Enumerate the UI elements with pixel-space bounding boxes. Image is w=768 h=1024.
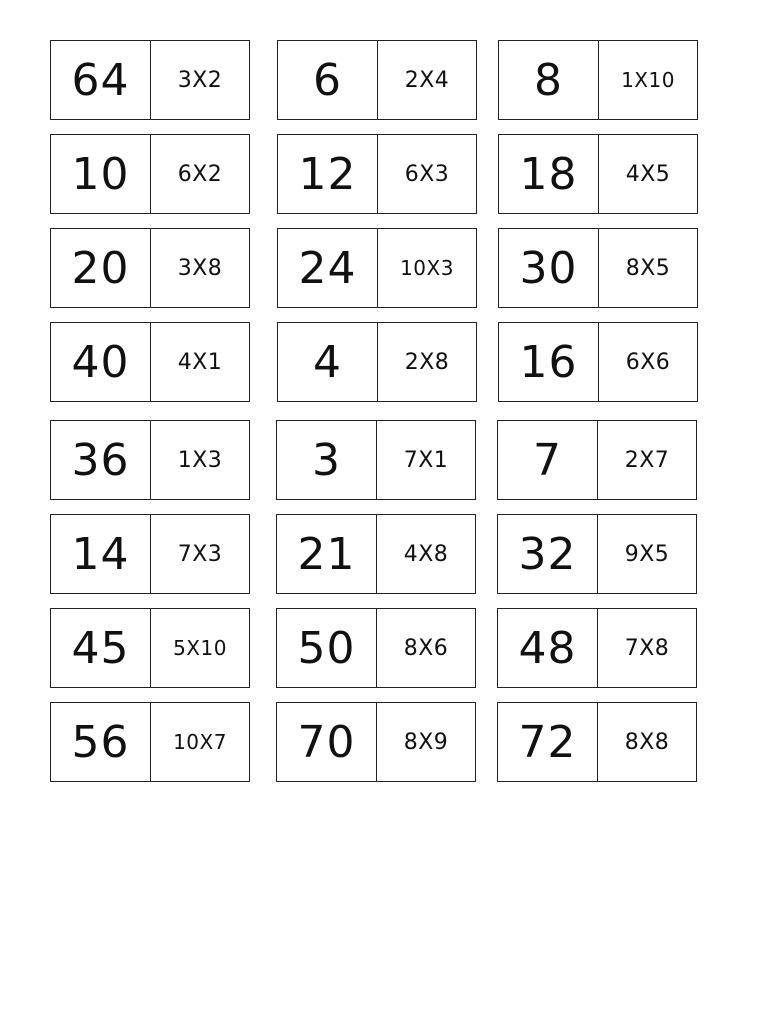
card-expression: 8X6	[403, 635, 449, 661]
card-number: 6	[278, 41, 378, 119]
card-number: 16	[499, 323, 599, 401]
card-number: 45	[51, 609, 151, 687]
card-number: 21	[277, 515, 377, 593]
card-expression: 5X10	[173, 636, 227, 660]
card-expression: 10X3	[400, 256, 454, 280]
domino-card	[497, 702, 697, 782]
card-number: 14	[51, 515, 151, 593]
domino-card	[50, 702, 250, 782]
card-number: 40	[51, 323, 151, 401]
card-number: 12	[278, 135, 378, 213]
card-expression: 8X8	[624, 729, 670, 755]
card-expression: 2X4	[404, 67, 450, 93]
domino-card	[277, 40, 477, 120]
card-expression: 9X5	[624, 541, 670, 567]
domino-card	[50, 40, 250, 120]
domino-card	[276, 702, 476, 782]
card-expression: 2X7	[624, 447, 670, 473]
card-number: 56	[51, 703, 151, 781]
card-expression: 7X8	[624, 635, 670, 661]
card-expression: 6X2	[177, 161, 223, 187]
domino-card	[497, 420, 697, 500]
card-expression: 1X10	[621, 68, 675, 92]
card-number: 36	[51, 421, 151, 499]
domino-card	[276, 514, 476, 594]
card-expression: 1X3	[177, 447, 223, 473]
domino-card	[50, 420, 250, 500]
card-expression: 7X1	[403, 447, 449, 473]
card-number: 72	[498, 703, 598, 781]
domino-card	[498, 40, 698, 120]
domino-card	[50, 134, 250, 214]
card-number: 64	[51, 41, 151, 119]
card-expression: 10X7	[173, 730, 227, 754]
domino-card	[497, 514, 697, 594]
card-number: 3	[277, 421, 377, 499]
card-number: 24	[278, 229, 378, 307]
domino-card	[277, 228, 477, 308]
card-number: 8	[499, 41, 599, 119]
card-expression: 4X1	[177, 349, 223, 375]
card-expression: 2X8	[404, 349, 450, 375]
card-number: 30	[499, 229, 599, 307]
card-expression: 8X9	[403, 729, 449, 755]
domino-card	[277, 134, 477, 214]
domino-card	[50, 228, 250, 308]
card-expression: 3X8	[177, 255, 223, 281]
card-number: 10	[51, 135, 151, 213]
card-number: 4	[278, 323, 378, 401]
domino-card	[498, 322, 698, 402]
domino-card	[276, 608, 476, 688]
card-expression: 6X3	[404, 161, 450, 187]
domino-card	[50, 608, 250, 688]
card-expression: 4X8	[403, 541, 449, 567]
card-expression: 8X5	[625, 255, 671, 281]
card-expression: 3X2	[177, 67, 223, 93]
card-number: 20	[51, 229, 151, 307]
card-expression: 7X3	[177, 541, 223, 567]
card-number: 50	[277, 609, 377, 687]
card-number: 32	[498, 515, 598, 593]
domino-card	[277, 322, 477, 402]
domino-card	[498, 134, 698, 214]
domino-card	[50, 514, 250, 594]
card-number: 48	[498, 609, 598, 687]
card-number: 18	[499, 135, 599, 213]
card-expression: 4X5	[625, 161, 671, 187]
domino-card	[50, 322, 250, 402]
domino-card	[498, 228, 698, 308]
domino-card	[276, 420, 476, 500]
card-expression: 6X6	[625, 349, 671, 375]
card-number: 7	[498, 421, 598, 499]
domino-card	[497, 608, 697, 688]
card-number: 70	[277, 703, 377, 781]
